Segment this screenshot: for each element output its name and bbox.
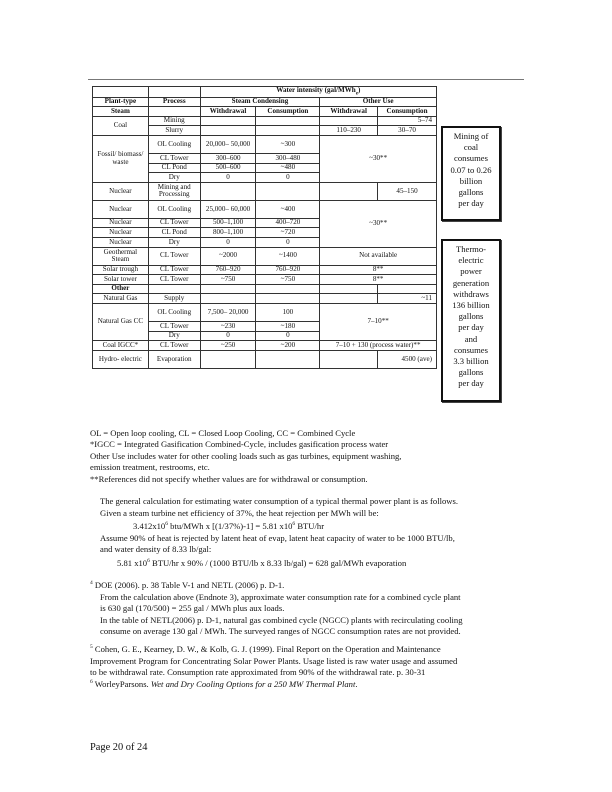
equation-evaporation: 5.81 $x10^6$ BTU/hr x 90% / (1000 BTU/lb x 8.33 lb/gal) = 628 gal/MWh evaporation — [117, 557, 407, 568]
section-other: Other — [93, 284, 149, 294]
table-row: Nuclear Mining and Processing 45–150 — [93, 182, 437, 200]
footnote-6: $^6$ WorleyParsons. Wet and Dry Cooling Options for a 250 MW Thermal Plant. — [90, 679, 358, 689]
header-water-intensity: Water intensity (gal/MWh$_e$) — [200, 87, 436, 98]
header-process: Process — [148, 97, 200, 107]
table-row: Dry 0 0 — [93, 173, 437, 183]
table-row: Nuclear CL Pond 800–1,100 ~720 — [93, 228, 437, 238]
water-intensity-table — [92, 86, 437, 369]
thermoelectric-callout: Thermo- electric power generation withdraws 136 billion gallons per day and consumes 3.3 billion gallons per day — [441, 239, 501, 402]
table-row: Fossil/ biomass/ waste OL Cooling 20,000– 50,000 ~300 ~30** — [93, 136, 437, 154]
header-other-use: Other Use — [320, 97, 437, 107]
table-row: CL Pond 500–600 ~480 — [93, 163, 437, 173]
footnote-4: $^4$ DOE (2006). p. 38 Table V-1 and NETL (2006) p. D-1. From the calculation above (Endnote 3), approximate water consumption rate for a combined cycle plant is 630 gal (170/500) = 255 gal / MWh plus aux loads. In the table of NETL(2006) p. D-1, natural gas combined cycle (NGCC) plants with recirculating cooling consume on average 130 gal / MWh. The surveyed ranges of NGCC consumption rates are not provided. — [90, 580, 463, 636]
table-row: CL Tower ~230 ~180 — [93, 321, 437, 331]
table-notes: OL = Open loop cooling, CL = Closed Loop Cooling, CC = Combined Cycle *IGCC = Integrated Gasification Combined-Cycle, includes gasification process water Other Use includes water for other cooling loads such as gas turbines, equipment washing, emission treatment, restrooms, etc. **References did not specify whether values are for withdrawal or consumption. — [90, 428, 402, 484]
header-consumption: Consumption — [256, 107, 320, 117]
header-rule — [88, 79, 524, 80]
equation-heat-rejection: $3.412x10^6$ btu/MWh x [(1/37%)-1] = 5.81 $x10^6$ BTU/hr — [133, 521, 325, 531]
table-row: Geothermal Steam CL Tower ~2000 ~1400 Not available — [93, 247, 437, 265]
header-withdrawal: Withdrawal — [200, 107, 256, 117]
header-consumption: Consumption — [378, 107, 437, 117]
table-row: Solar tower CL Tower ~750 ~750 8** — [93, 275, 437, 285]
header-steam-condensing: Steam Condensing — [200, 97, 320, 107]
table-row: Slurry 110–230 30–70 — [93, 126, 437, 136]
table-row: Coal IGCC* CL Tower ~250 ~200 7–10 + 130 (process water)** — [93, 341, 437, 351]
page-number: Page 20 of 24 — [90, 742, 148, 753]
table-header-row — [93, 107, 437, 117]
table-row: Natural Gas CC OL Cooling 7,500– 20,000 100 7–10** — [93, 303, 437, 321]
table-row: Nuclear OL Cooling 25,000– 60,000 ~400 ~30** — [93, 200, 437, 218]
table-row: Coal Mining 5–74 — [93, 116, 437, 126]
table-header-row — [93, 87, 437, 98]
header-plant-type: Plant-type — [93, 97, 149, 107]
table-row: Nuclear Dry 0 0 — [93, 238, 437, 248]
header-withdrawal: Withdrawal — [320, 107, 378, 117]
table-row: Dry 0 0 — [93, 331, 437, 341]
table-row: Hydro- electric Evaporation 4500 (ave) — [93, 350, 437, 368]
table-header-row — [93, 97, 437, 107]
table-section-row — [93, 284, 437, 294]
table-row: Nuclear CL Tower 500–1,100 400–720 — [93, 218, 437, 228]
coal-mining-callout: Mining of coal consumes 0.07 to 0.26 billion gallons per day — [441, 126, 501, 221]
table-row: CL Tower 300–600 300–480 — [93, 154, 437, 164]
table-row: Natural Gas Supply ~11 — [93, 294, 437, 304]
footnote-5: $^5$ Cohen, G. E., Kearney, D. W., & Kolb, G. J. (1999). Final Report on the Operation and Maintenance Improvement Program for Concentrating Solar Power Plants. Usage listed is raw water usage and assumed to be withdrawal rate. Consumption rate approximated from 90% of the withdrawal rate. p. 30-31 — [90, 644, 458, 677]
calculation-block: The general calculation for estimating water consumption of a typical thermal power plant is as follows. Given a steam turbine net efficiency of 37%, the heat rejection per MWh will be: $3.412x10^6$ btu/MWh x [(1/37%)-1] = 5.81 $x10^6$ BTU/hr Assume 90% of heat is rejected by latent heat of evap, latent heat capacity of water to be 1000 BTU/lb, and water density of 8.33 lb/gal: 5.81 $x10^6$ BTU/hr x 90% / (1000 BTU/lb x 8.33 lb/gal) = 628 gal/MWh evaporation — [100, 496, 530, 569]
table-row: Solar trough CL Tower 760–920 760–920 8** — [93, 265, 437, 275]
section-steam: Steam — [93, 107, 149, 117]
